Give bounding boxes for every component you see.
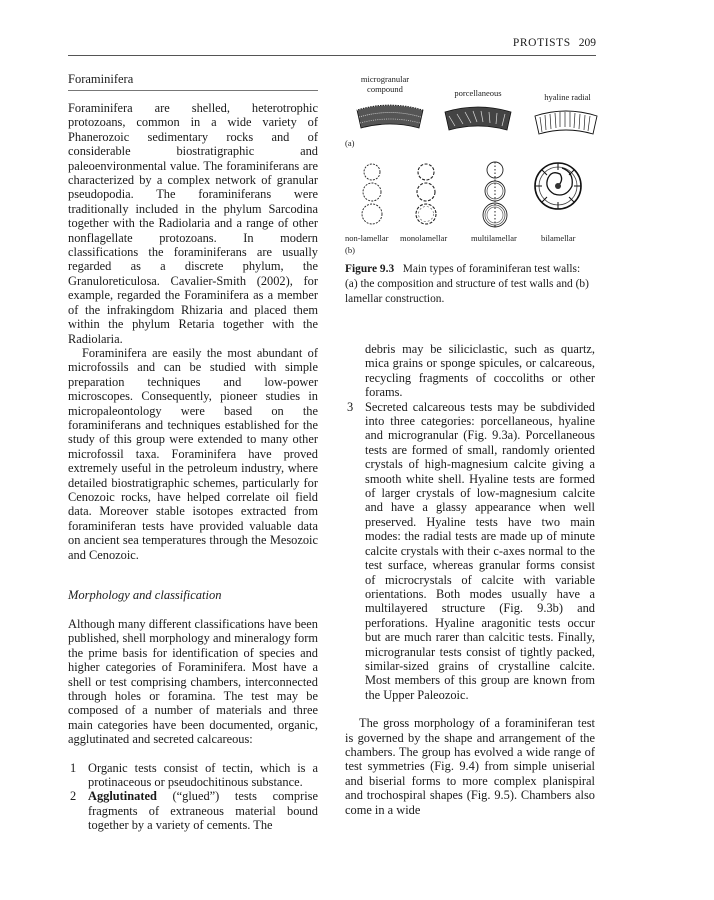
section-heading: Foraminifera (68, 72, 318, 91)
non-lamellar-illustration (359, 162, 385, 232)
label-non-lamellar: non-lamellar (345, 233, 389, 243)
list-item-continued (345, 342, 595, 400)
page-number: 209 (578, 37, 596, 49)
subsection-heading: Morphology and classification (68, 588, 222, 602)
list-number: 3 (347, 399, 354, 414)
list-item (68, 789, 318, 832)
label-microgranular: microgranular compound (360, 74, 410, 94)
label-bilamellar: bilamellar (541, 233, 576, 243)
list-text: debris may be siliciclastic, such as quartz, mica grains or sponge spicules, or calcareous, recycling fragments of coccoliths or other forams. (365, 342, 595, 400)
wall-hyaline-radial-illustration (533, 108, 599, 138)
panel-label-b: (b) (345, 245, 355, 255)
label-monolamellar: monolamellar (400, 233, 448, 243)
wall-microgranular-illustration (355, 102, 425, 132)
list-text: Organic tests consist of tectin, which is a protinaceous or pseudochitinous substance. (88, 760, 318, 790)
wall-porcellaneous-illustration (443, 104, 513, 134)
label-porcellaneous: porcellaneous (454, 88, 502, 98)
monolamellar-illustration (413, 162, 439, 232)
running-head (513, 37, 596, 49)
paragraph: Although many different classifications have been published, shell morphology and mineralogy form the prime basis for identification of species and higher categories of Foraminifera. Most have a shell or test comprising chambers, interconnected through holes or foramina. The test may be composed of a number of materials and three main categories have been documented, organic, agglutinated and secreted calcareous: (68, 617, 318, 747)
paragraph: The gross morphology of a foraminiferan test is governed by the shape and arrangement of the chambers. The group has evolved a wide range of test symmetries (Fig. 9.4) from simple uniserial and biserial forms to more complex planispiral and trochospiral shapes (Fig. 9.5). Chambers also come in a wide (345, 716, 595, 817)
figure-9-3 (345, 72, 605, 327)
figure-caption (345, 262, 595, 306)
bilamellar-illustration (532, 160, 584, 212)
list-text: Secreted calcareous tests may be subdivided into three categories: porcellaneous, hyaline and microgranular (Fig. 9.3a). Porcellaneous tests are formed of small, randomly oriented crystals of high-magnesium calcite giving a smooth white shell. Hyaline tests are formed of larger crystals of low-magnesium calcite and have a glassy appearance when well preserved. Hyaline tests have two main modes: the radial tests are made up of minute calcite crystals with their c-axes normal to the test surface, whereas granular forms consist of microcrystals of calcite with variable orientations. Both modes usually have a multilayered structure (Fig. 9.3b) and perforations. Hyaline aragonitic tests occur but are much rarer than calcitic tests. Finally, microgranular tests consist of tightly packed, similar-sized grains of crystalline calcite. Most members of this group are known from the Upper Paleozoic. (365, 399, 595, 702)
list-number: 2 (70, 789, 77, 804)
label-multilamellar: multilamellar (471, 233, 517, 243)
left-column (68, 72, 318, 833)
caption-title: Figure 9.3 (345, 263, 395, 275)
panel-label-a: (a) (345, 138, 355, 148)
list-term: Agglutinated (88, 789, 157, 804)
label-hyaline-radial: hyaline radial (544, 92, 591, 102)
list-item (345, 400, 595, 703)
multilamellar-illustration (480, 160, 510, 232)
caption-text: Main types of foraminiferan test walls: (a) the composition and structure of test walls and (b) lamellar construction. (345, 263, 589, 305)
list-item (68, 761, 318, 790)
list-text: (“glued”) tests comprise fragments of extraneous material bound together by a variety of cements. The (88, 789, 318, 833)
paragraph: Foraminifera are shelled, heterotrophic protozoans, common in a wide variety of Phanerozoic sedimentary rocks and of considerable biostratigraphic and paleoenvironmental value. The foraminiferans are characterized by a complex network of granular pseudopodia. The foraminiferans were traditionally included in the phylum Sarcodina together with the Radiolaria and a range of other nonflagellate protozoans. In modern classifications the foraminiferans are usually regarded as a discrete phylum, the Granuloreticulosa. Cavalier-Smith (2002), for example, regarded the Foraminifera as a member of the infrakingdom Rhizaria and placed them within the phylum Retaria together with the Radiolaria. (68, 101, 318, 346)
header-rule (68, 55, 596, 56)
section-title: PROTISTS (512, 37, 571, 49)
right-column (345, 72, 595, 817)
paragraph: Foraminifera are easily the most abundant of microfossils and can be studied with simple preparation techniques and low-power microscopes. Consequently, pioneer studies in micropaleontology were based on the foraminiferans and techniques established for the study of this group were extended to many other microfossil taxa. Foraminifera have proved extremely useful in the petroleum industry, where detailed biostratigraphic schemes, particularly for Cenozoic rocks, have helped correlate oil field data. Moreover stable isotopes extracted from foraminiferan tests have provided valuable data on ancient sea temperatures through the Mesozoic and Cenozoic. (68, 345, 318, 562)
list-number: 1 (70, 760, 77, 775)
